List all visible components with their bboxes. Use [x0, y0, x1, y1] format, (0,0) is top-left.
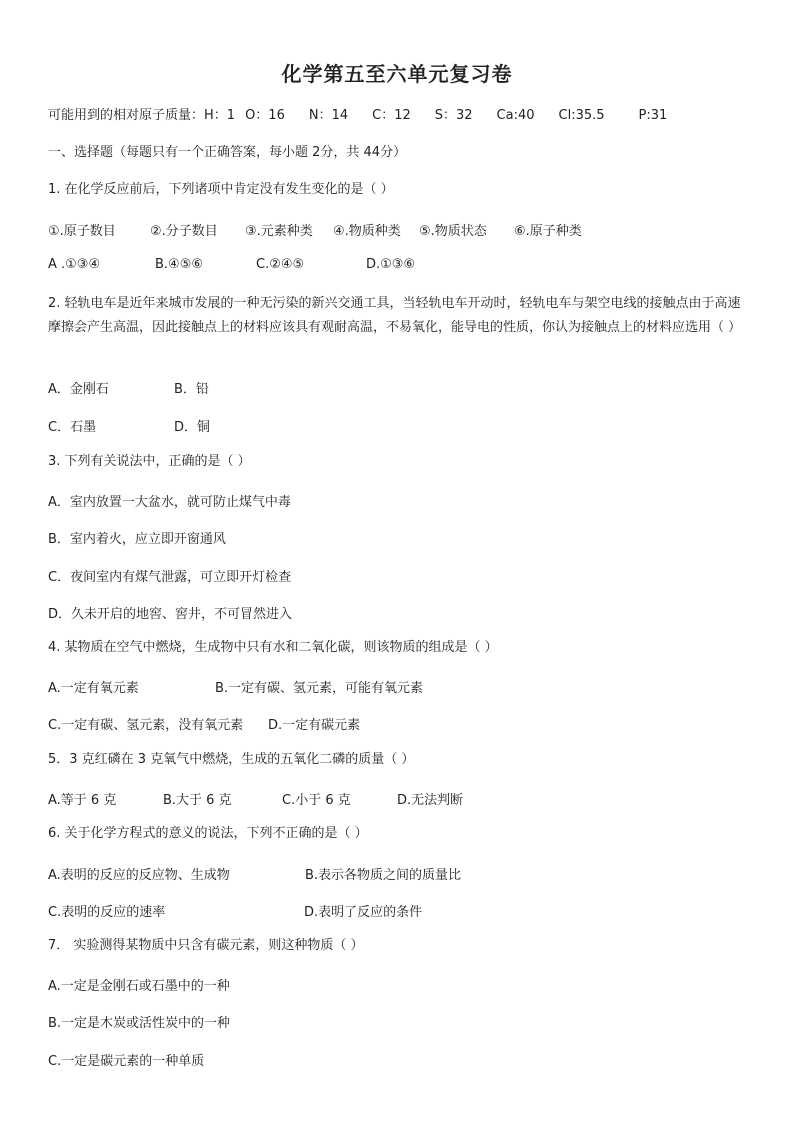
section-heading: 一、选择题（每题只有一个正确答案，每小题 2分，共 44分） — [48, 145, 407, 160]
q5-option-d: D.无法判断 — [397, 793, 464, 808]
atomic-mass-item: C：12 — [372, 108, 411, 123]
question-1-stem: 1. 在化学反应前后，下列诸项中肯定没有发生变化的是（ ） — [48, 182, 394, 197]
atomic-mass-line — [48, 108, 677, 124]
atomic-mass-item: Ca:40 — [496, 108, 535, 123]
q3-option-d: D．久未开启的地窖、窖井，不可冒然进入 — [48, 607, 293, 622]
q1-item: ③.元素种类 — [245, 224, 313, 239]
q7-option-c: C.一定是碳元素的一种单质 — [48, 1054, 205, 1069]
q2-option-c: C．石墨 — [48, 420, 97, 435]
q3-option-b: B．室内着火，应立即开窗通风 — [48, 532, 226, 547]
atomic-mass-item: N：14 — [308, 108, 349, 123]
atomic-mass-item: S：32 — [434, 108, 473, 123]
question-4-stem: 4. 某物质在空气中燃烧，生成物中只有水和二氧化碳，则该物质的组成是（ ） — [48, 640, 498, 655]
q2-option-d: D．铜 — [174, 420, 211, 435]
atomic-mass-item: H：1 — [204, 108, 236, 123]
q4-option-b: B.一定有碳、氢元素，可能有氧元素 — [215, 681, 424, 696]
q1-item: ④.物质种类 — [333, 224, 401, 239]
q6-option-d: D.表明了反应的条件 — [304, 905, 423, 920]
q5-option-b: B.大于 6 克 — [163, 793, 232, 808]
q5-option-c: C.小于 6 克 — [282, 793, 351, 808]
q6-option-b: B.表示各物质之间的质量比 — [305, 868, 462, 883]
q3-option-a: A．室内放置一大盆水，就可防止煤气中毒 — [48, 495, 291, 510]
question-7-stem: 7． 实验测得某物质中只含有碳元素，则这种物质（ ） — [48, 938, 364, 953]
q1-item: ⑤.物质状态 — [419, 224, 487, 239]
atomic-mass-prefix: 可能用到的相对原子质量： — [48, 108, 205, 123]
page-title: 化学第五至六单元复习卷 — [281, 62, 513, 86]
q7-option-b: B.一定是木炭或活性炭中的一种 — [48, 1016, 231, 1031]
question-6-stem: 6. 关于化学方程式的意义的说法，下列不正确的是（ ） — [48, 826, 368, 841]
question-2-stem: 2. 轻轨电车是近年来城市发展的一种无污染的新兴交通工具，当轻轨电车开动时，轻轨电车与架空电线的接触点由于高速摩擦会产生高温，因此接触点上的材料应该具有观耐高温，不易氧化，能导电的性质，你认为接触点上的材料应选用（ ） — [48, 296, 742, 335]
q4-option-c: C.一定有碳、氢元素，没有氧元素 — [48, 718, 244, 733]
q6-option-c: C.表明的反应的速率 — [48, 905, 166, 920]
q1-item: ①.原子数目 — [48, 224, 116, 239]
question-5-stem: 5．3 克红磷在 3 克氧气中燃烧，生成的五氧化二磷的质量（ ） — [48, 752, 415, 767]
q1-option-a: A .①③④ — [48, 257, 101, 272]
q1-option-b: B.④⑤⑥ — [155, 257, 204, 272]
q5-option-a: A.等于 6 克 — [48, 793, 117, 808]
atomic-mass-item: P:31 — [638, 108, 668, 123]
q1-item: ②.分子数目 — [150, 224, 218, 239]
q7-option-a: A.一定是金刚石或石墨中的一种 — [48, 979, 230, 994]
atomic-mass-item: Cl:35.5 — [558, 108, 605, 123]
q1-item: ⑥.原子种类 — [514, 224, 582, 239]
atomic-mass-item: O：16 — [245, 108, 285, 123]
q2-option-a: A．金刚石 — [48, 382, 109, 397]
q3-option-c: C．夜间室内有煤气泄露，可立即开灯检查 — [48, 570, 292, 585]
q1-option-d: D.①③⑥ — [366, 257, 416, 272]
q4-option-a: A.一定有氧元素 — [48, 681, 139, 696]
q1-option-c: C.②④⑤ — [256, 257, 305, 272]
q2-option-b: B．铅 — [174, 382, 209, 397]
q4-option-d: D.一定有碳元素 — [268, 718, 361, 733]
q6-option-a: A.表明的反应的反应物、生成物 — [48, 868, 230, 883]
question-3-stem: 3. 下列有关说法中，正确的是（ ） — [48, 454, 251, 469]
